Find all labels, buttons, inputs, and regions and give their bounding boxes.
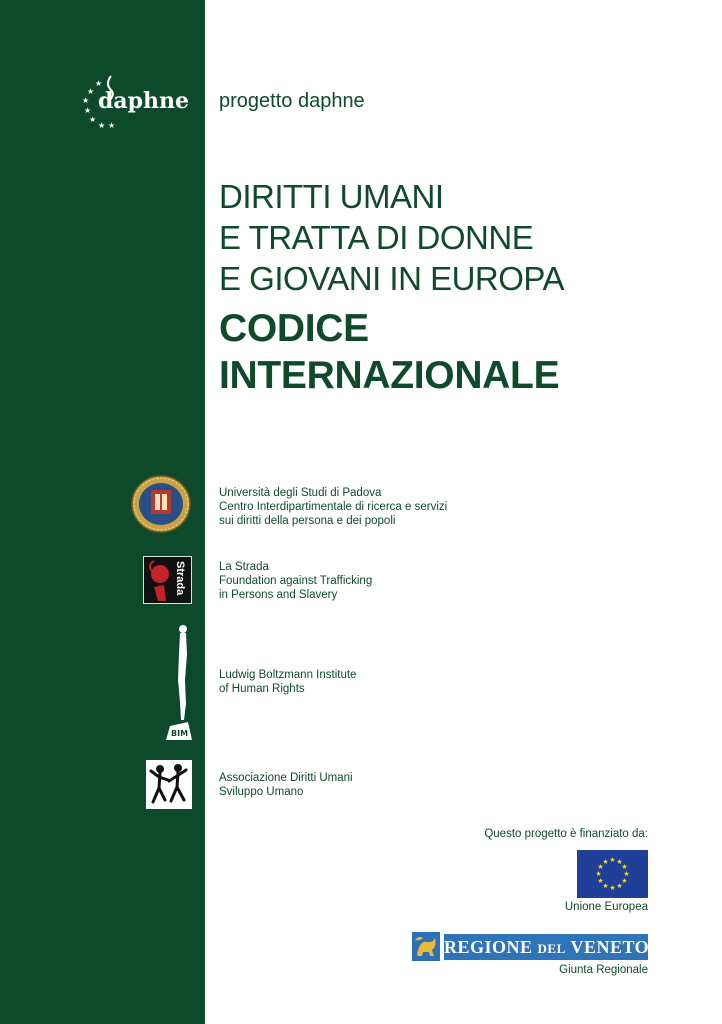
svg-text:★: ★ — [621, 877, 628, 885]
partner-diritti-umani-line-2: Sviluppo Umano — [219, 786, 304, 798]
regione-veneto-logo — [412, 932, 648, 961]
bim-statue-logo-icon — [162, 622, 194, 742]
daphne-logo-text: daphne — [98, 88, 190, 114]
svg-text:★: ★ — [98, 121, 106, 130]
svg-text:★: ★ — [602, 858, 609, 866]
document-title — [219, 176, 564, 399]
project-label: progetto daphne — [219, 90, 365, 112]
regione-banner-main: REGIONE — [444, 937, 533, 957]
title-line-3: E GIOVANI IN EUROPA — [219, 260, 565, 297]
daphne-logo — [78, 72, 198, 134]
svg-text:★: ★ — [597, 877, 604, 885]
svg-text:★: ★ — [609, 856, 616, 864]
partner-bim-text — [219, 668, 356, 696]
svg-text:★: ★ — [609, 884, 616, 892]
partner-padova-line-1: Università degli Studi di Padova — [219, 487, 382, 499]
dancing-figures-logo-icon — [146, 760, 192, 809]
partner-padova-line-3: sui diritti della persona e dei popoli — [219, 515, 396, 527]
regione-veneto-banner — [444, 934, 648, 960]
svg-text:★: ★ — [602, 882, 609, 890]
svg-text:★: ★ — [597, 863, 604, 871]
svg-text:★: ★ — [616, 882, 623, 890]
svg-text:★: ★ — [82, 96, 90, 105]
partner-la-strada-text — [219, 560, 372, 602]
partner-padova-line-2: Centro Interdipartimentale di ricerca e servizi — [219, 501, 448, 513]
bim-logo-text: BIM — [171, 729, 189, 738]
eu-caption: Unione Europea — [564, 901, 648, 913]
padova-university-seal-icon — [131, 475, 191, 533]
subtitle-line-2: INTERNAZIONALE — [219, 354, 560, 397]
partner-diritti-umani-text — [219, 771, 353, 799]
partner-bim-line-2: of Human Rights — [219, 683, 305, 695]
lion-emblem-icon — [412, 932, 440, 961]
partner-la-strada-line-1: La Strada — [219, 561, 269, 573]
eu-flag-icon — [577, 850, 648, 898]
svg-text:★: ★ — [621, 863, 628, 871]
regione-banner-del: DEL — [537, 941, 566, 956]
svg-text:★: ★ — [84, 106, 92, 115]
svg-text:★: ★ — [616, 858, 623, 866]
svg-text:★: ★ — [595, 870, 602, 878]
partner-diritti-umani-line-1: Associazione Diritti Umani — [219, 772, 353, 784]
partner-padova-text — [219, 486, 447, 528]
svg-text:★: ★ — [623, 870, 630, 878]
svg-text:★: ★ — [95, 79, 103, 88]
la-strada-logo-icon — [143, 556, 192, 604]
partner-la-strada-line-2: Foundation against Trafficking — [219, 575, 373, 587]
region-caption: Giunta Regionale — [559, 964, 648, 976]
funding-label: Questo progetto è finanziato da: — [484, 828, 648, 840]
partner-la-strada-line-3: in Persons and Slavery — [219, 589, 338, 601]
svg-text:★: ★ — [87, 87, 95, 96]
subtitle-line-1: CODICE — [219, 307, 369, 350]
svg-text:★: ★ — [108, 121, 116, 130]
title-line-1: DIRITTI UMANI — [219, 178, 444, 215]
svg-text:★: ★ — [89, 115, 97, 124]
partner-bim-line-1: Ludwig Boltzmann Institute — [219, 669, 357, 681]
title-line-2: E TRATTA DI DONNE — [219, 219, 534, 256]
la-strada-logo-text: Strada — [174, 561, 186, 596]
regione-banner-end: VENETO — [570, 937, 650, 957]
